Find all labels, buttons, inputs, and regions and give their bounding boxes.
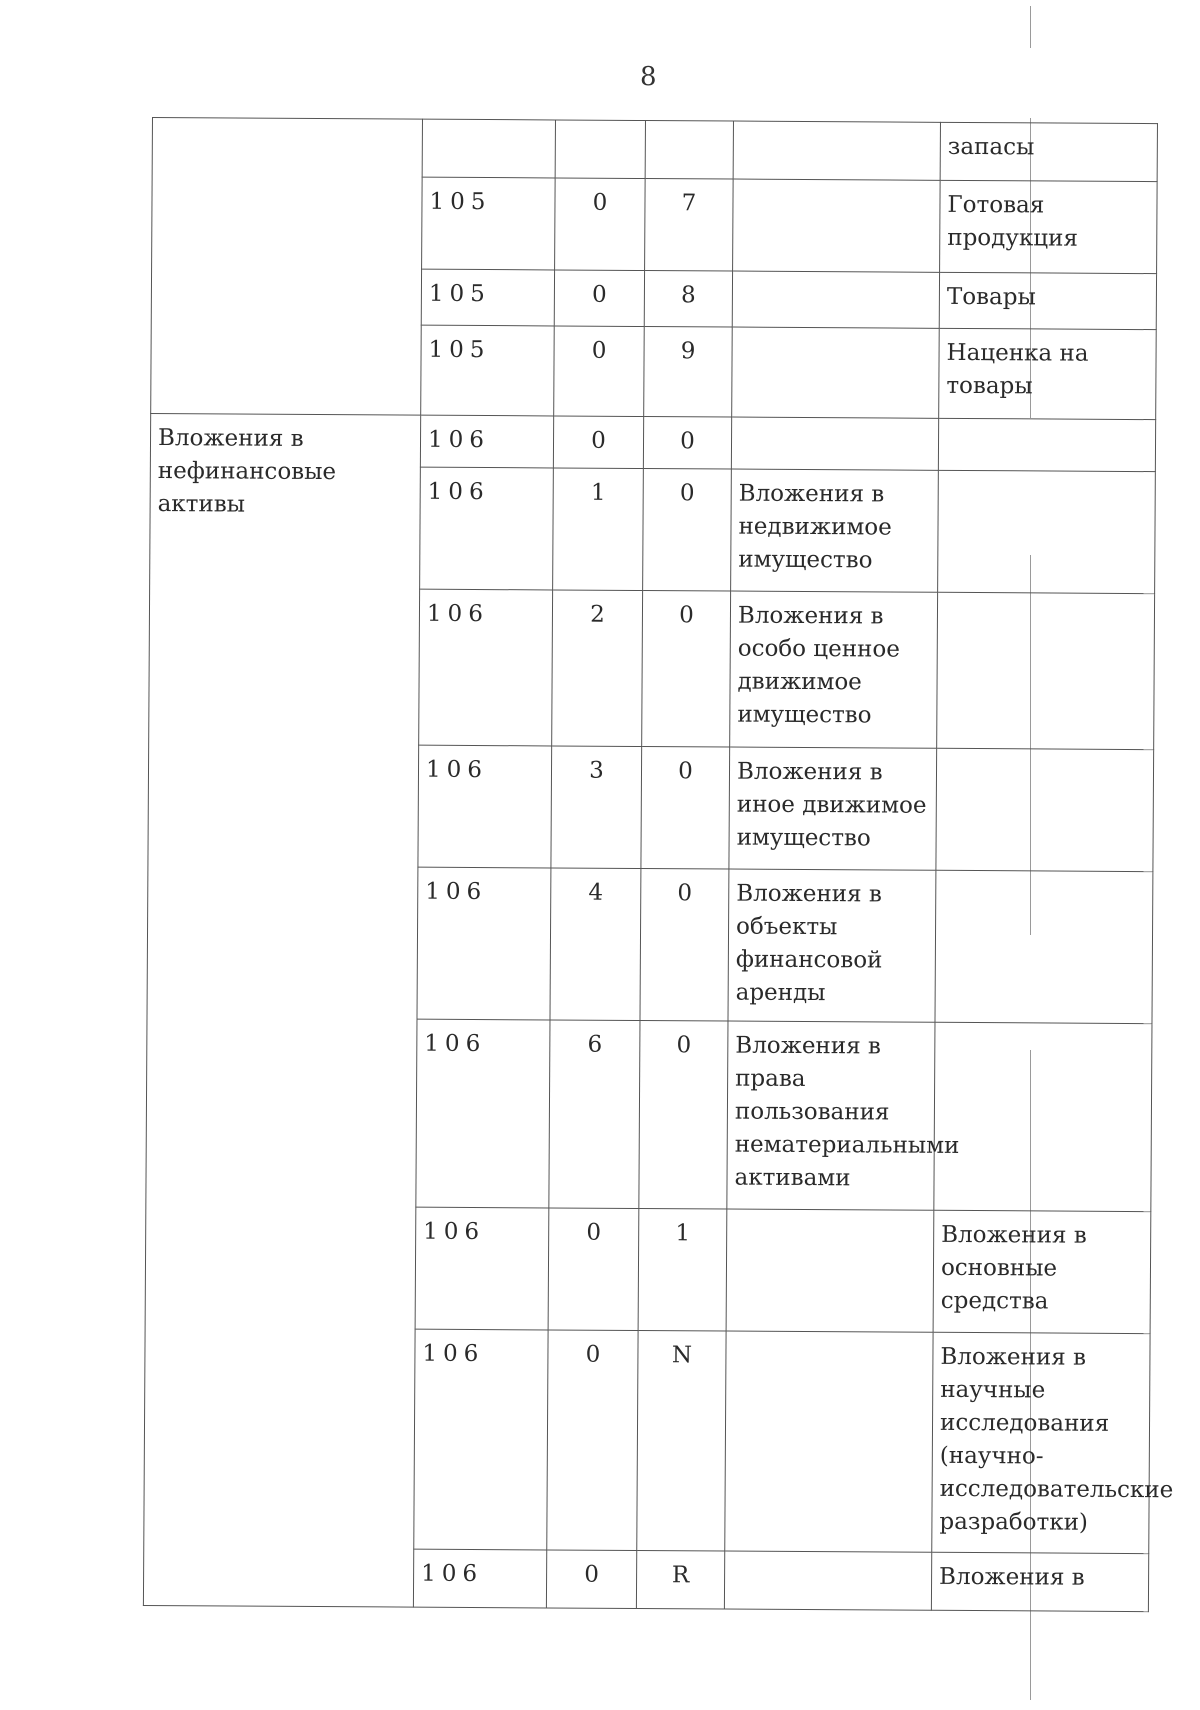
subaccount-name: Вложения в права пользования нематериальными активами: [734, 1032, 960, 1192]
account-code: 105: [428, 336, 491, 364]
account-code: 106: [421, 1560, 484, 1588]
group-title-cell: [151, 118, 423, 416]
account-name: Наценка на товары: [946, 339, 1089, 400]
digit-1: 0: [592, 189, 608, 216]
digit-1: 0: [586, 1219, 602, 1246]
account-code: 106: [422, 1340, 485, 1368]
account-code: 106: [423, 1218, 486, 1246]
account-name: Вложения в научные исследования (научно-исследовательские разработки): [939, 1343, 1174, 1536]
digit-1: 0: [585, 1341, 601, 1368]
digit-1: 1: [590, 479, 606, 506]
group-title-cell: [143, 413, 420, 1607]
digit-2: 0: [679, 480, 695, 507]
account-name: запасы: [947, 133, 1035, 161]
digit-2: 0: [678, 758, 693, 785]
account-code: 106: [427, 426, 491, 454]
subaccount-name: Вложения в особо ценное движимое имущество: [737, 602, 900, 729]
digit-2: 1: [675, 1220, 691, 1247]
digit-1: 4: [588, 879, 604, 906]
digit-1: 2: [590, 601, 605, 628]
page-number: 8: [640, 62, 657, 92]
account-code: 106: [424, 1030, 487, 1058]
account-code: 106: [426, 600, 489, 628]
account-name: Готовая продукция: [947, 191, 1078, 252]
digit-2: 7: [681, 190, 697, 217]
subaccount-name: Вложения в недвижимое имущество: [738, 480, 892, 574]
digit-1: 0: [591, 337, 607, 364]
account-name: Товары: [946, 283, 1036, 311]
account-name: Вложения в основные средства: [940, 1221, 1087, 1315]
digit-1: 3: [589, 757, 604, 784]
account-code: 105: [429, 188, 492, 216]
digit-2: 0: [679, 602, 694, 629]
subaccount-name: Вложения в объекты финансовой аренды: [735, 880, 883, 1007]
account-name: Вложения в: [939, 1563, 1085, 1591]
account-code: 106: [425, 756, 489, 784]
scan-artifact-line: [1030, 6, 1031, 48]
account-code: 105: [428, 280, 491, 308]
digit-1: 6: [587, 1031, 603, 1058]
digit-1: 0: [592, 281, 607, 308]
account-code: 106: [425, 878, 488, 906]
digit-2: R: [671, 1562, 690, 1589]
digit-2: 0: [677, 880, 693, 907]
digit-2: N: [671, 1342, 693, 1369]
subaccount-name: Вложения в иное движимое имущество: [736, 758, 927, 852]
chart-of-accounts-table: [143, 117, 1174, 1612]
digit-2: 0: [676, 1032, 692, 1059]
digit-2: 9: [680, 338, 696, 365]
digit-2: 0: [680, 428, 695, 455]
digit-1: 0: [591, 427, 606, 454]
account-code: 106: [427, 478, 490, 506]
digit-1: 0: [584, 1561, 599, 1588]
digit-2: 8: [681, 282, 696, 309]
group-title: Вложения в нефинансовые активы: [157, 425, 337, 518]
table-row: [152, 118, 1157, 182]
table-row: [150, 413, 1155, 471]
